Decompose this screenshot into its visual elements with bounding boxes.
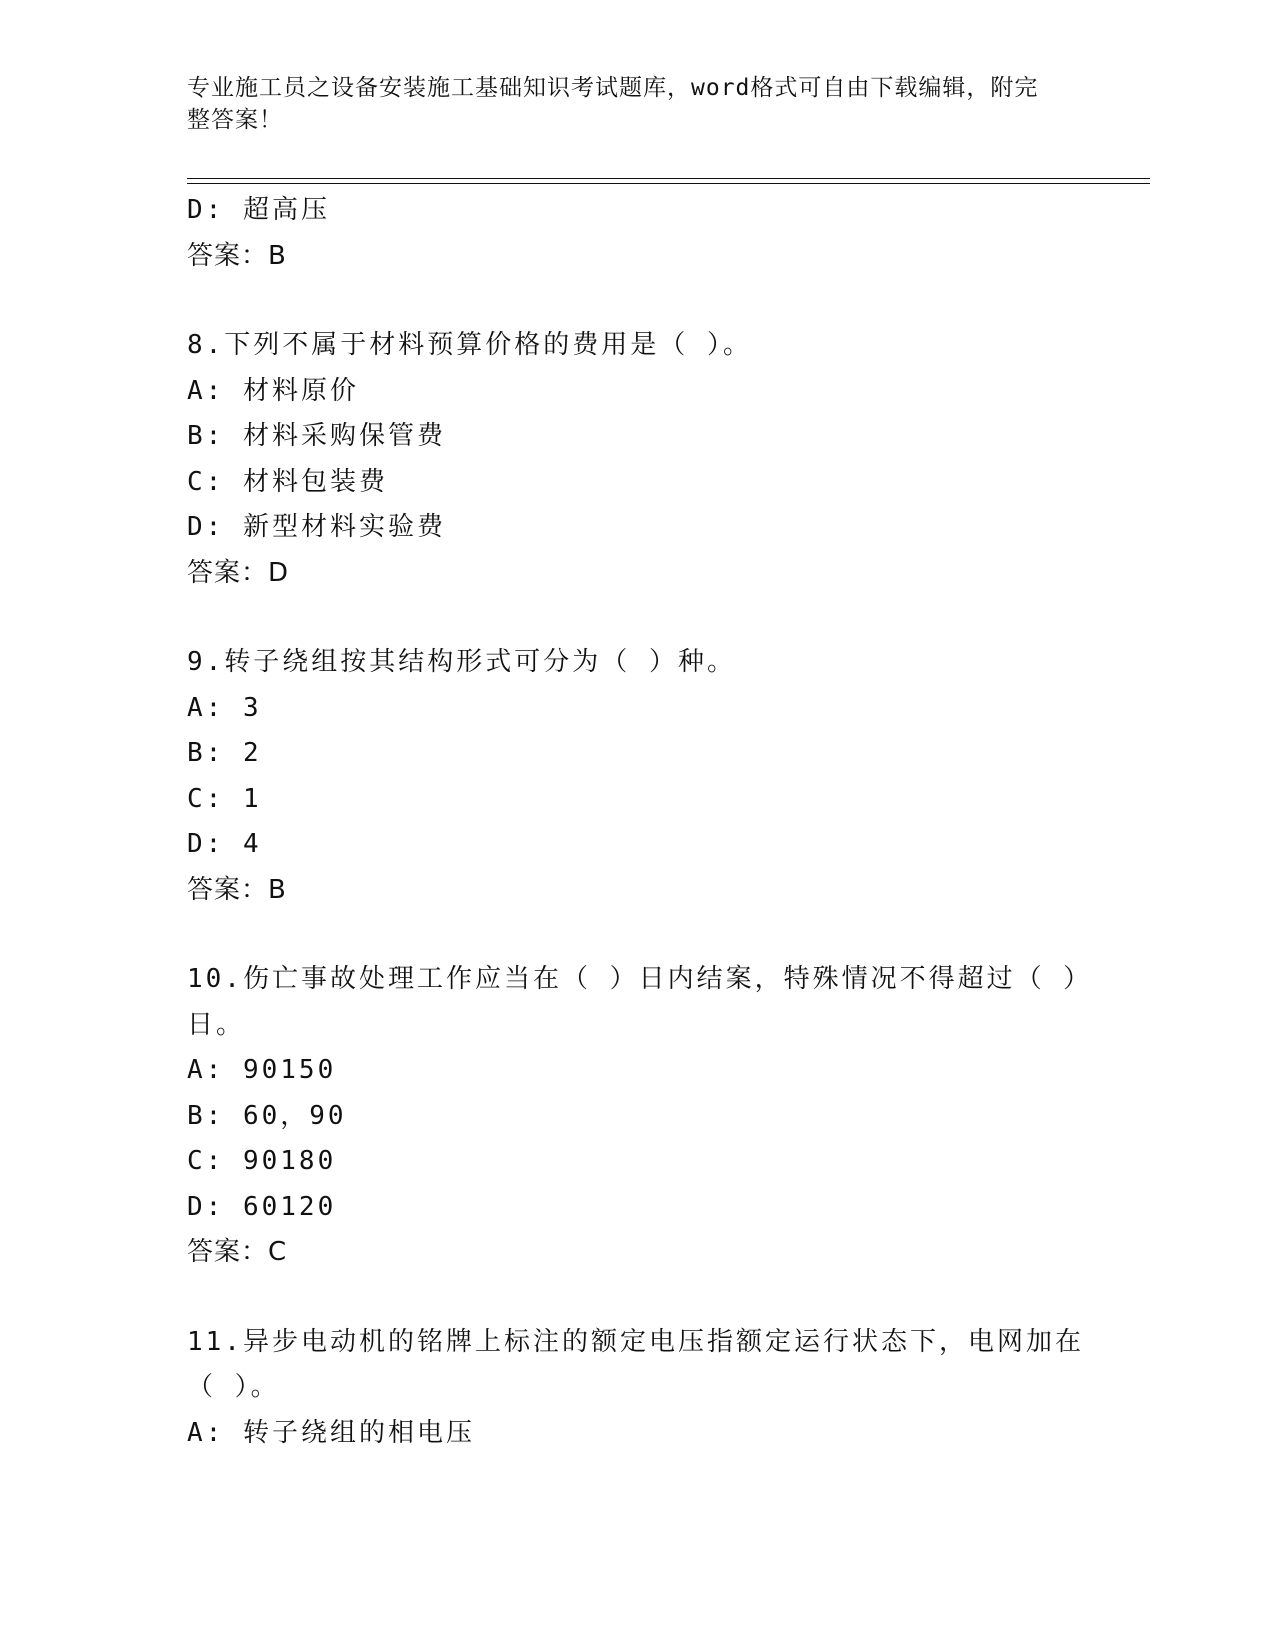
question-8 — [187, 323, 1107, 596]
question-stem-line-1: 11.异步电动机的铭牌上标注的额定电压指额定运行状态下，电网加在 — [187, 1326, 1084, 1357]
option-b: B: 材料采购保管费 — [187, 421, 446, 451]
answer-fragment: 答案：B — [187, 240, 287, 271]
question-stem: 9.转子绕组按其结构形式可分为（ ）种。 — [187, 647, 736, 677]
option-a: A: 转子绕组的相电压 — [187, 1417, 475, 1448]
header-divider-top — [187, 178, 1150, 179]
answer: 答案：C — [187, 1237, 288, 1267]
header-line-1: 专业施工员之设备安装施工基础知识考试题库，word格式可自由下载编辑，附完 — [187, 75, 1039, 101]
question-stem-line-2: （ ）。 — [187, 1372, 280, 1402]
question-10 — [187, 957, 1107, 1276]
option-a: A: 3 — [187, 692, 262, 723]
header-divider-bottom — [187, 183, 1150, 184]
option-b: B: 60，90 — [187, 1100, 347, 1131]
question-stem-line-1: 10.伤亡事故处理工作应当在（ ）日内结案，特殊情况不得超过（ ） — [187, 964, 1093, 994]
answer: 答案：D — [187, 557, 290, 588]
question-9 — [187, 640, 1107, 913]
option-d: D: 4 — [187, 829, 262, 859]
option-b: B: 2 — [187, 738, 262, 768]
option-d: D: 新型材料实验费 — [187, 512, 446, 542]
header-line-2: 整答案！ — [187, 107, 283, 133]
answer: 答案：B — [187, 874, 287, 905]
question-stem-line-2: 日。 — [187, 1009, 246, 1040]
option-a: A: 材料原价 — [187, 375, 359, 406]
option-c: C: 1 — [187, 783, 262, 814]
option-a: A: 90150 — [187, 1055, 337, 1085]
document-header — [187, 72, 1057, 136]
question-stem: 8.下列不属于材料预算价格的费用是（ ）。 — [187, 330, 752, 360]
question-11 — [187, 1320, 1107, 1457]
document-body — [187, 188, 1107, 1456]
option-d: D: 60120 — [187, 1191, 337, 1222]
option-c: C: 90180 — [187, 1146, 337, 1176]
option-c: C: 材料包装费 — [187, 466, 388, 497]
option-d-fragment: D: 超高压 — [187, 195, 330, 225]
